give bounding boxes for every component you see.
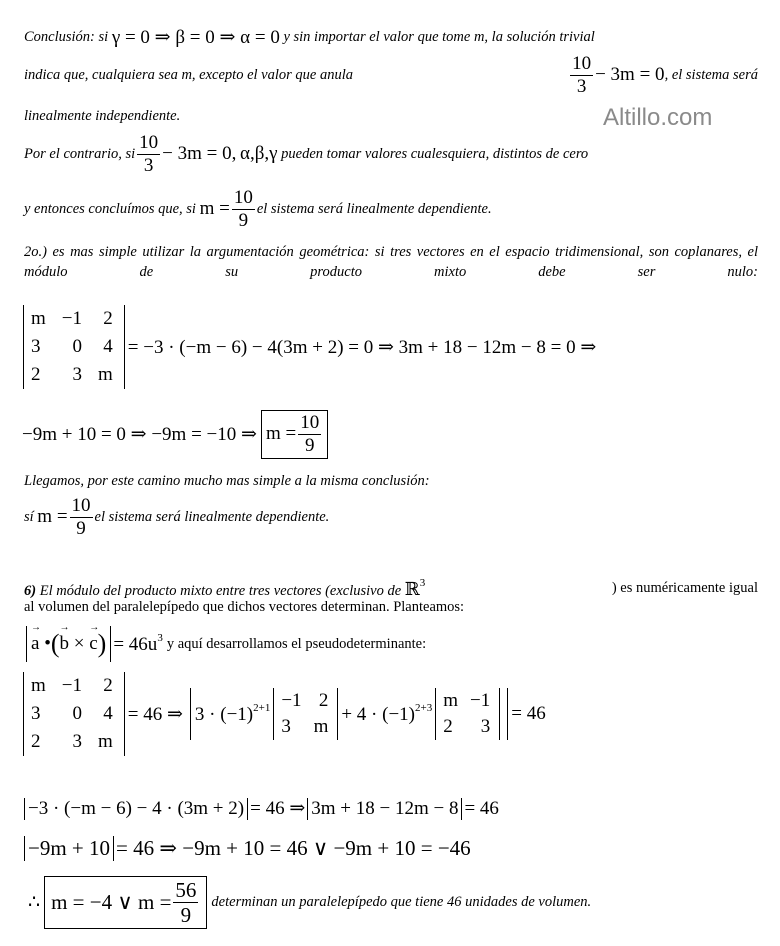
- math: = 46 ⇒: [250, 798, 306, 819]
- math: = 46 ⇒ −9m + 10 = 46 ∨ −9m + 10 = −46: [116, 836, 471, 860]
- absolute-value: −9m + 10: [24, 836, 114, 861]
- text: el sistema será linealmente dependiente.: [94, 508, 330, 525]
- fraction: $\frac{10}{3}$: [139, 132, 159, 176]
- math: −9m + 10 = 0 ⇒ −9m = −10 ⇒: [22, 423, 257, 445]
- solution-line: [22, 410, 758, 459]
- matrix-cell: m: [313, 716, 329, 737]
- text: determinan un paralelepípedo que tiene 46 unidades de volumen.: [211, 894, 592, 911]
- minor-2x2: [435, 688, 500, 740]
- matrix-cell: m: [98, 731, 113, 752]
- geometric-argument: 2o.) es mas simple utilizar la argumentación geométrica: si tres vectores en el espacio tridimensional, son coplanares, el módulo de su producto mixto debe ser nulo:: [24, 244, 758, 280]
- conclusion-line-1: [24, 26, 758, 49]
- outer-absolute: $3 \cdot (-1)^{2+1}$ −1 2 3 m + $4 \cdot (-1)^{2+3}$ m −1 2 3: [190, 688, 508, 740]
- determinant-3x3: [23, 672, 125, 756]
- matrix-cell: 2: [443, 716, 453, 737]
- contrary-line-2: [24, 188, 758, 231]
- matrix-cell: −1: [61, 675, 82, 696]
- triple-product-equation: [24, 626, 758, 662]
- determinant-equation-1: [20, 305, 758, 389]
- math: = $46u^3$: [113, 632, 163, 655]
- matrix-cell: 3: [31, 703, 41, 724]
- fraction: $\frac{10}{9}$: [71, 495, 91, 539]
- matrix-cell: 3: [31, 336, 41, 357]
- matrix-cell: −1: [281, 690, 302, 711]
- matrix-cell: 2: [31, 364, 41, 385]
- matrix-cell: m: [31, 675, 46, 696]
- matrix-cell: 3: [281, 716, 291, 737]
- matrix-cell: 2: [103, 675, 113, 696]
- problem-6-line-2: al volumen del paralelepípedo que dichos vectores determinan. Planteamos:: [24, 599, 465, 615]
- matrix-cell: m: [443, 690, 459, 711]
- matrix-cell: m: [31, 308, 46, 329]
- matrix-cell: 2: [318, 690, 329, 711]
- text: ) es numéricamente igual: [611, 580, 758, 596]
- math: = −3 · (−m − 6) − 4(3m + 2) = 0 ⇒ 3m + 18 − 12m − 8 = 0 ⇒: [127, 336, 597, 358]
- math: m =: [37, 506, 68, 528]
- problem-number: 6): [24, 583, 37, 599]
- text: Por el contrario, si: [24, 145, 136, 162]
- text: indica que, cualquiera sea m, excepto el valor que anula: [24, 66, 353, 83]
- r3-symbol: ℝ$^3$: [404, 577, 426, 599]
- text: y entonces concluímos que, si: [24, 200, 196, 217]
- watermark: Altillo.com: [603, 104, 713, 131]
- matrix-cell: m: [98, 364, 113, 385]
- fraction: $\frac{10}{3}$: [572, 53, 592, 97]
- determinant-equation-2: [20, 672, 758, 756]
- math: − 3m = 0,: [162, 143, 237, 165]
- problem-6-line-1: 6) El módulo del producto mixto entre tres vectores (exclusivo de ℝ$^3$ ) es numéricamente igual: [24, 577, 758, 599]
- absolute-value: → a • ( → b × → c ): [26, 626, 111, 662]
- matrix-cell: −1: [61, 308, 82, 329]
- absolute-value: 3m + 18 − 12m − 8: [307, 798, 462, 820]
- text: el sistema será linealmente dependiente.: [256, 200, 492, 217]
- math: = 46: [464, 797, 499, 819]
- matrix-cell: 3: [72, 364, 82, 385]
- math: γ = 0 ⇒ β = 0 ⇒ α = 0: [111, 27, 280, 48]
- text: Conclusión: si: [24, 29, 109, 45]
- therefore-symbol: ∴: [28, 892, 41, 914]
- conclusion-line-3: linealmente independiente.: [24, 108, 181, 124]
- math: − 3m = 0: [595, 64, 665, 86]
- same-conclusion-2: [24, 496, 758, 539]
- math: = 46: [511, 703, 546, 724]
- math: α,β,γ: [240, 143, 278, 165]
- conclusion-line-2: [24, 54, 758, 97]
- final-result: [28, 876, 758, 929]
- matrix-cell: 3: [480, 716, 491, 737]
- matrix-cell: 4: [103, 703, 113, 724]
- matrix-cell: 0: [72, 336, 82, 357]
- matrix-cell: 0: [72, 703, 82, 724]
- absolute-equation-2: [22, 836, 758, 861]
- boxed-result: m = −4 ∨ m = $\frac{56}{9}$: [44, 876, 207, 929]
- text: sí: [24, 508, 34, 525]
- matrix-cell: −1: [470, 690, 491, 711]
- math: m =: [199, 198, 230, 220]
- fraction: $\frac{10}{9}$: [233, 187, 253, 231]
- absolute-value: −3 · (−m − 6) − 4 · (3m + 2): [24, 798, 248, 820]
- matrix-cell: 4: [103, 336, 113, 357]
- text: , el sistema será: [664, 66, 758, 83]
- matrix-cell: 3: [72, 731, 82, 752]
- determinant-3x3: [23, 305, 125, 389]
- matrix-cell: 2: [31, 731, 41, 752]
- absolute-equation-1: [22, 797, 758, 820]
- text: y aquí desarrollamos el pseudodeterminante:: [166, 635, 427, 652]
- text: pueden tomar valores cualesquiera, distintos de cero: [281, 145, 589, 162]
- contrary-line-1: [24, 133, 758, 176]
- boxed-result: m = $\frac{10}{9}$: [261, 410, 328, 459]
- matrix-cell: 2: [103, 308, 113, 329]
- same-conclusion: Llegamos, por este camino mucho mas simple a la misma conclusión:: [24, 473, 430, 489]
- minor-2x2: [273, 688, 338, 740]
- text: y sin importar el valor que tome m, la solución trivial: [283, 29, 595, 45]
- math: = 46 ⇒: [127, 703, 183, 725]
